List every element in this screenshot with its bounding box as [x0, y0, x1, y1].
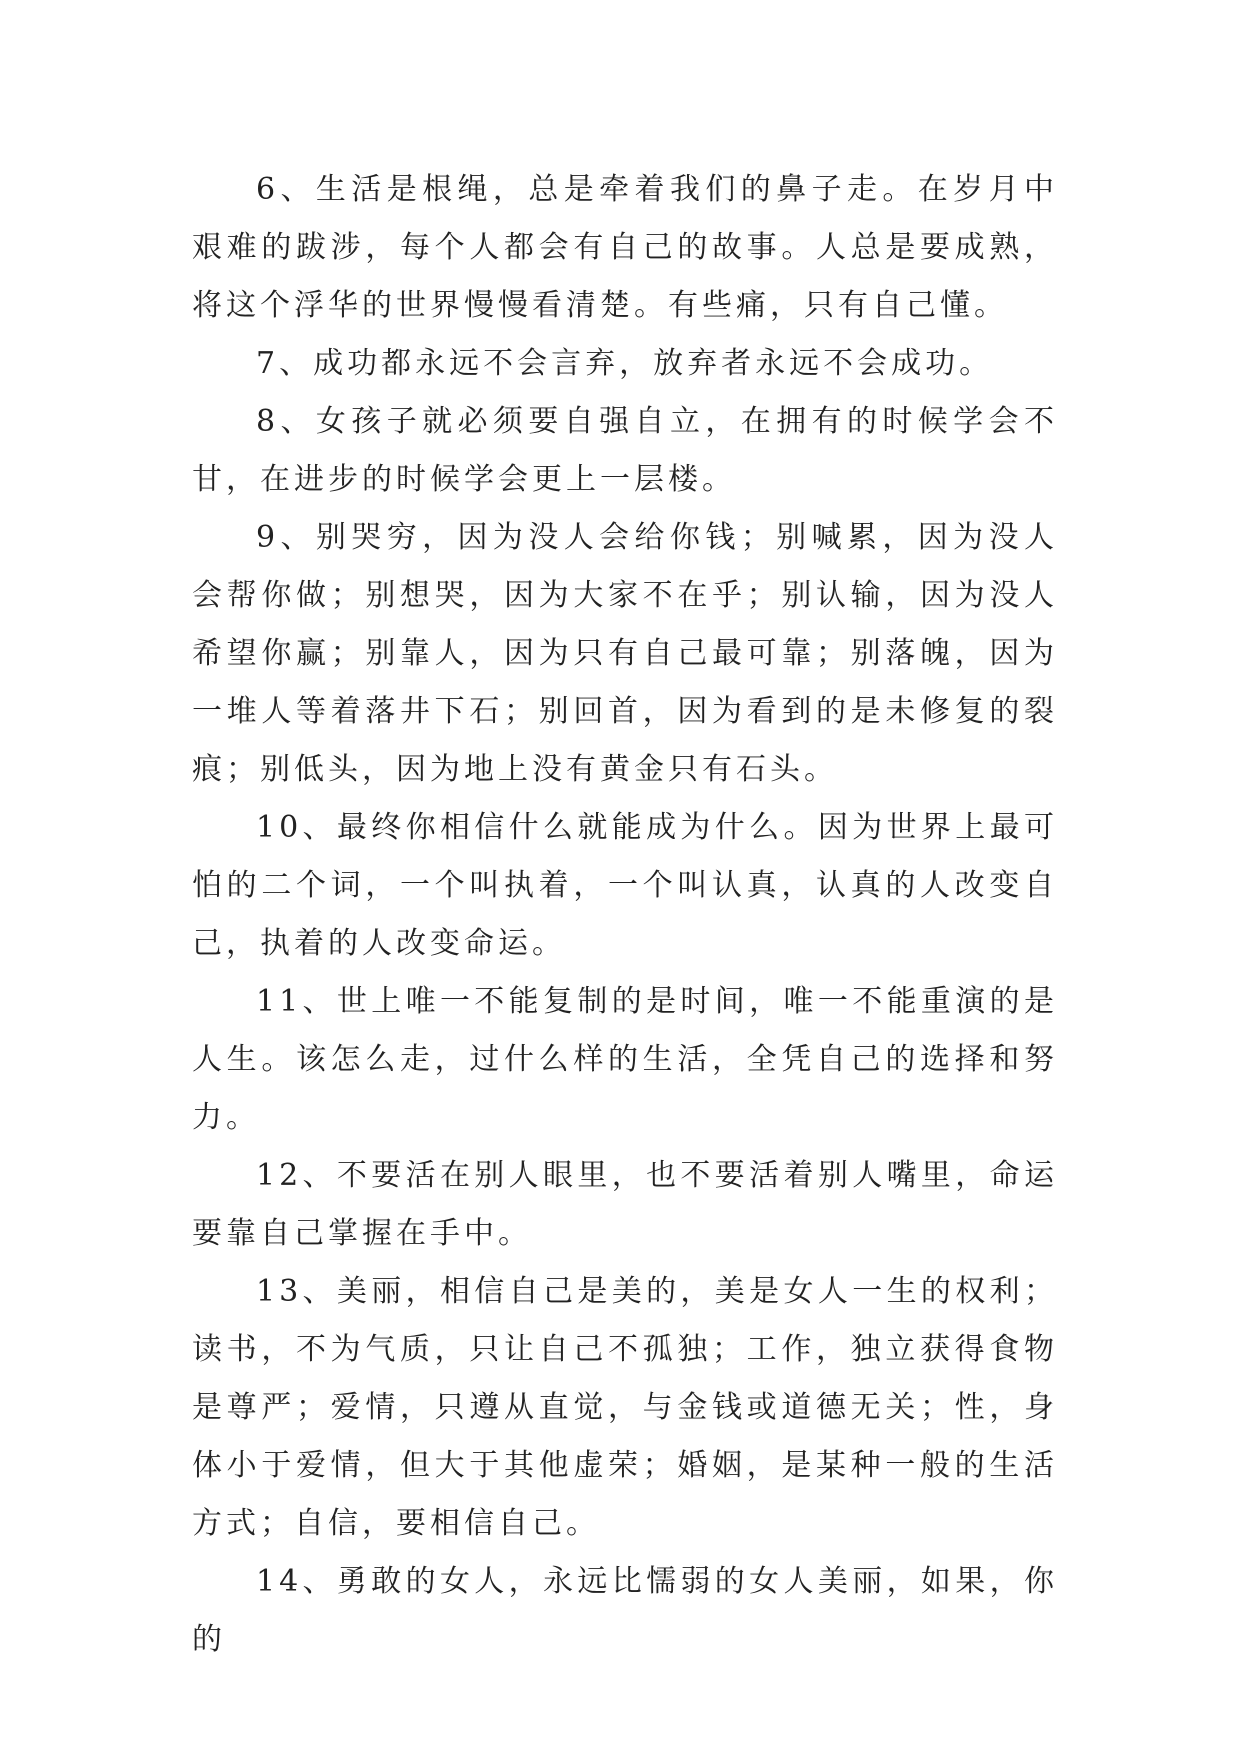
paragraph-12: 12、不要活在别人眼里，也不要活着别人嘴里，命运要靠自己掌握在手中。 — [192, 1158, 1058, 1251]
paragraph-14: 14、勇敢的女人，永远比懦弱的女人美丽，如果，你的 — [192, 1564, 1058, 1657]
paragraph-9: 9、别哭穷，因为没人会给你钱；别喊累，因为没人会帮你做；别想哭，因为大家不在乎；别认输，因为没人希望你赢；别靠人，因为只有自己最可靠；别落魄，因为一堆人等着落井下石；别回首，因为看到的是未修复的裂痕；别低头，因为地上没有黄金只有石头。 — [192, 520, 1058, 787]
paragraph-10: 10、最终你相信什么就能成为什么。因为世界上最可怕的二个词，一个叫执着，一个叫认真，认真的人改变自己，执着的人改变命运。 — [192, 810, 1058, 961]
paragraph-7: 7、成功都永远不会言弃，放弃者永远不会成功。 — [256, 346, 994, 381]
paragraph-8: 8、女孩子就必须要自强自立，在拥有的时候学会不甘，在进步的时候学会更上一层楼。 — [192, 404, 1058, 497]
paragraph-13: 13、美丽，相信自己是美的，美是女人一生的权利；读书，不为气质，只让自己不孤独；工作，独立获得食物是尊严；爱情，只遵从直觉，与金钱或道德无关；性，身体小于爱情，但大于其他虚荣；婚姻，是某种一般的生活方式；自信，要相信自己。 — [192, 1274, 1058, 1541]
document-body — [192, 161, 1058, 1669]
paragraph-11: 11、世上唯一不能复制的是时间，唯一不能重演的是人生。该怎么走，过什么样的生活，全凭自己的选择和努力。 — [192, 984, 1058, 1135]
paragraph-6: 6、生活是根绳，总是牵着我们的鼻子走。在岁月中艰难的跋涉，每个人都会有自己的故事。人总是要成熟，将这个浮华的世界慢慢看清楚。有些痛，只有自己懂。 — [192, 172, 1058, 323]
